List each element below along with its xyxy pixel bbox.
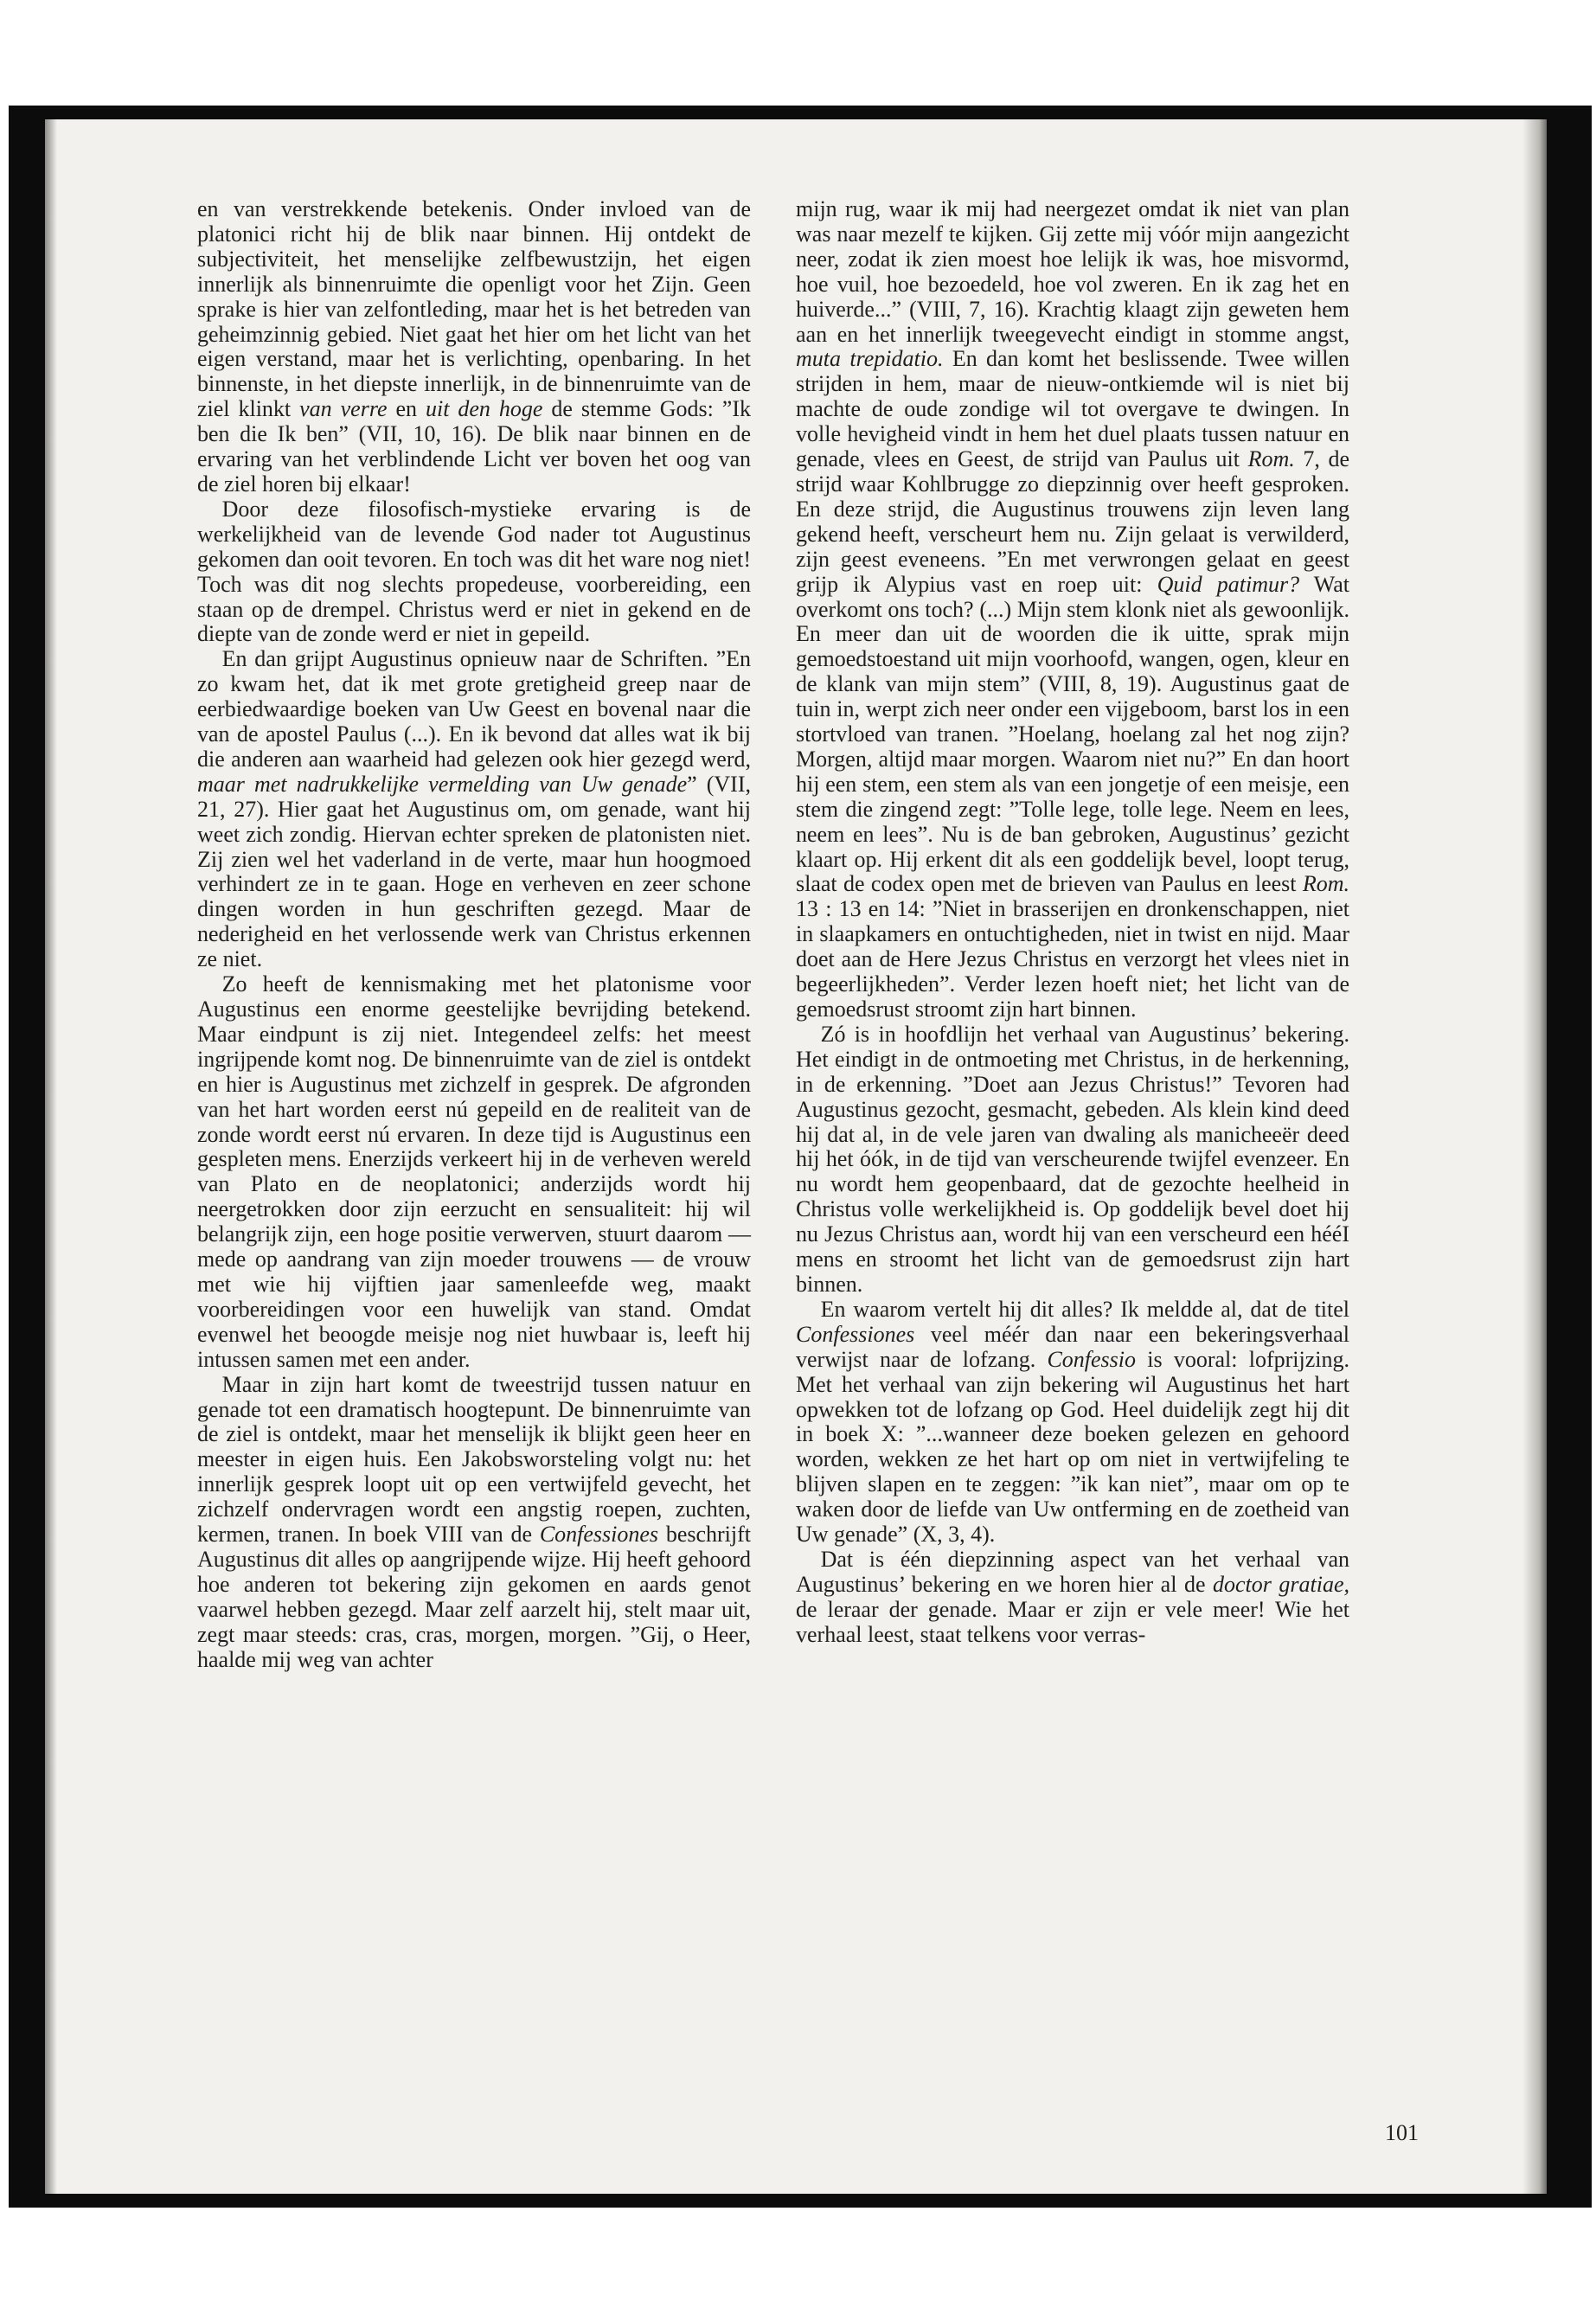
paragraph: Dat is één diepzinning aspect van het verhaal van Augustinus’ bekering en we horen hier al de doctor gratiae, de leraar der genade. Maar er zijn er vele meer! Wie het verhaal leest, staat telkens voor verras-: [796, 1546, 1349, 1647]
paragraph: Maar in zijn hart komt de tweestrijd tussen natuur en genade tot een dramatisch hoogtepunt. De binnenruimte van de ziel is ontdekt, maar het menselijk ik blijkt geen heer en meester in eigen huis. Een Jakobsworsteling volgt nu: het innerlijk gesprek loopt uit op een vertwijfeld gevecht, het zichzelf ondervragen wordt een angstig roepen, zuchten, kermen, tranen. In boek VIII van de Confessiones beschrijft Augustinus dit alles op aangrijpende wijze. Hij heeft gehoord hoe anderen tot bekering zijn gekomen en aards genot vaarwel hebben gezegd. Maar zelf aarzelt hij, stelt maar uit, zegt maar steeds: cras, cras, morgen, morgen. ”Gij, o Heer, haalde mij weg van achter: [197, 1371, 752, 1672]
left-text-column: [197, 197, 751, 1672]
paragraph: En waarom vertelt hij dit alles? Ik meldde al, dat de titel Confessiones veel méér dan naar een bekeringsverhaal verwijst naar de lofzang. Confessio is vooral: lofprijzing. Met het verhaal van zijn bekering wil Augustinus het hart opwekken tot de lofzang op God. Heel duidelijk zegt hij dit in boek X: ”...wanneer deze boeken gelezen en gehoord worden, wekken ze het hart op om niet in vertwijfeling te blijven slapen en te zeggen: ”ik kan niet”, maar om op te waken door de liefde van Uw ontferming en de zoetheid van Uw genade” (X, 3, 4).: [796, 1296, 1349, 1548]
page-edge-shadow: [1522, 119, 1547, 2194]
paragraph: Zo heeft de kennismaking met het platonisme voor Augustinus een enorme geestelijke bevrijding betekend. Maar eindpunt is zij niet. Integendeel zelfs: het meest ingrijpende komt nog. De binnenruimte van de ziel is ontdekt en hier is Augustinus met zichzelf in gesprek. De afgronden van het hart worden eerst nú gepeild en de realiteit van de zonde wordt eerst nú ervaren. In deze tijd is Augustinus een gespleten mens. Enerzijds verkeert hij in de verheven wereld van Plato en de neoplatonici; anderzijds wordt hij neergetrokken door zijn eerzucht en sensualiteit: hij wil belangrijk zijn, een hoge positie verwerven, stuurt daarom — mede op aandrang van zijn moeder trouwens — de vrouw met wie hij vijftien jaar samenleefde weg, maakt voorbereidingen voor een huwelijk van stand. Omdat evenwel het beoogde meisje nog niet huwbaar is, leeft hij intussen samen met een ander.: [197, 971, 751, 1372]
paragraph: mijn rug, waar ik mij had neergezet omdat ik niet van plan was naar mezelf te kijken. Gij zette mij vóór mijn aangezicht neer, zodat ik zien moest hoe lelijk ik was, hoe misvormd, hoe vuil, hoe bezoedeld, hoe vol zweren. En ik zag het en huiverde...” (VIII, 7, 16). Krachtig klaagt zijn geweten hem aan en het innerlijk tweegevecht eindigt in stomme angst, muta trepidatio. En dan komt het beslissende. Twee willen strijden in hem, maar de nieuw-ontkiemde wil is niet bij machte de oude zondige wil tot overgave te dwingen. In volle hevigheid vindt in hem het duel plaats tussen natuur en genade, vlees en Geest, de strijd van Paulus uit Rom. 7, de strijd waar Kohlbrugge zo diepzinnig over heeft gesproken. En deze strijd, die Augustinus trouwens zijn leven lang gekend heeft, verscheurt hem nu. Zijn gelaat is verwilderd, zijn geest eveneens. ”En met verwrongen gelaat en geest grijp ik Alypius vast en roep uit: Quid patimur? Wat overkomt ons toch? (...) Mijn stem klonk niet als gewoonlijk. En meer dan uit de woorden die ik uitte, sprak mijn gemoedstoestand uit mijn voorhoofd, wangen, ogen, kleur en de klank van mijn stem” (VIII, 8, 19). Augustinus gaat de tuin in, werpt zich neer onder een vijgeboom, barst los in een stortvloed van tranen. ”Hoelang, hoelang zal het nog zijn? Morgen, altijd maar morgen. Waarom niet nu?” En dan hoort hij een stem, een stem als van een jongetje of een meisje, een stem die zingend zegt: ”Tolle lege, tolle lege. Neem en lees, neem en lees”. Nu is de ban gebroken, Augustinus’ gezicht klaart op. Hij erkent dit als een goddelijk bevel, loopt terug, slaat de codex open met de brieven van Paulus en leest Rom. 13 : 13 en 14: ”Niet in brasserijen en dronkenschappen, niet in slaapkamers en ontuchtigheden, niet in twist en nijd. Maar doet aan de Here Jezus Christus en verzorgt het vlees niet in begeerlijkheden”. Verder lezen hoeft niet; het licht van de gemoedsrust stroomt zijn hart binnen.: [796, 196, 1349, 1022]
paragraph: Door deze filosofisch-mystieke ervaring is de werkelijkheid van de levende God nader tot Augustinus gekomen dan ooit tevoren. En toch was dit het ware nog niet! Toch was dit nog slechts propedeuse, voorbereiding, een staan op de drempel. Christus werd er niet in gekend en de diepte van de zonde werd er niet in gepeild.: [197, 496, 751, 647]
page-gutter-shadow: [45, 119, 57, 2194]
paragraph: En dan grijpt Augustinus opnieuw naar de Schriften. ”En zo kwam het, dat ik met grote gretigheid greep naar de eerbiedwaardige boeken van Uw Geest en bovenal naar die van de apostel Paulus (...). En ik bevond dat alles wat ik bij die anderen aan waarheid had gelezen ook hier gezegd werd, maar met nadrukkelijke vermelding van Uw genade” (VII, 21, 27). Hier gaat het Augustinus om, om genade, want hij weet zich zondig. Hiervan echter spreken de platonisten niet. Zij zien wel het vaderland in de verte, maar hun hoogmoed verhindert ze in te gaan. Hoge en verheven en zeer schone dingen worden in hun geschriften gezegd. Maar de nederigheid en het verlossende werk van Christus erkennen ze niet.: [197, 646, 751, 972]
page-number: 101: [1385, 2120, 1419, 2145]
paragraph: Zó is in hoofdlijn het verhaal van Augustinus’ bekering. Het eindigt in de ontmoeting met Christus, in de herkenning, in de erkenning. ”Doet aan Jezus Christus!” Tevoren had Augustinus gezocht, gesmacht, gebeden. Als klein kind deed hij dat al, in de vele jaren van dwaling als manicheeër deed hij het óók, in de tijd van verscheurende twijfel evenzeer. En nu wordt hem geopenbaard, dat de gezochte heelheid in Christus volle werkelijkheid is. Op goddelijk bevel doet hij nu Jezus Christus aan, wordt hij van een verscheurd een hééI mens en stroomt het licht van de gemoedsrust zijn hart binnen.: [796, 1021, 1349, 1297]
right-text-column: [796, 197, 1349, 1648]
paragraph: en van verstrekkende betekenis. Onder invloed van de platonici richt hij de blik naar binnen. Hij ontdekt de subjectiviteit, het menselijke zelfbewustzijn, het eigen innerlijk als binnenruimte die openligt voor het Zijn. Geen sprake is hier van zelfontleding, maar het is het betreden van geheimzinnig gebied. Niet gaat het hier om het licht van het eigen verstand, maar het is verlichting, openbaring. In het binnenste, in het diepste innerlijk, in de binnenruimte van de ziel klinkt van verre en uit den hoge de stemme Gods: ”Ik ben die Ik ben” (VII, 10, 16). De blik naar binnen en de ervaring van het verblindende Licht ver boven het oog van de ziel horen bij elkaar!: [197, 196, 751, 497]
